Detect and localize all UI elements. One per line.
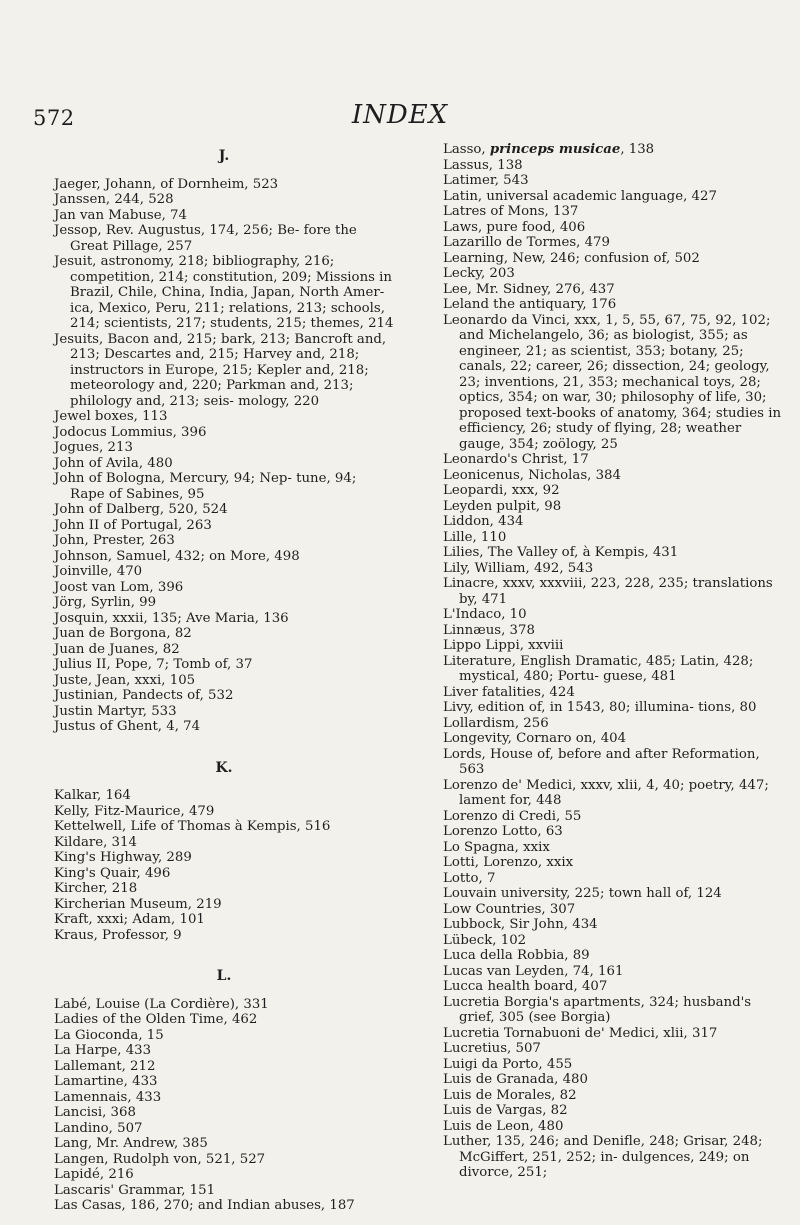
index-entry: Kelly, Fitz-Maurice, 479 [54,803,215,819]
index-entry: Linnæus, 378 [443,622,535,638]
index-entry: Jesuit, astronomy, 218; bibliography, 216; competition, 214; constitution, 209; Missions in Brazil, Chile, China, India, Japan, North Amer- ica, Mexico, Peru, 211; relations, 213; schools, 214; scientists, 217; students, 215; themes, 214 [54,254,394,331]
index-entry: Justinian, Pandects of, 532 [54,688,234,703]
index-entry: Luis de Leon, 480 [443,1118,564,1134]
index-entry: L'Indaco, 10 [443,607,527,622]
index-entry: Lorenzo Lotto, 63 [443,824,563,839]
index-section-l [54,997,394,1214]
index-entry: Lazarillo de Tormes, 479 [443,235,610,250]
index-entry: Lallemant, 212 [54,1058,156,1074]
index-entry: Leonardo's Christ, 17 [443,452,589,467]
index-entry: Leonardo da Vinci, xxx, 1, 5, 55, 67, 75, 92, 102; and Michelangelo, 36; as biologist, 355; as engineer, 21; as scientist, 353; botany, 25; canals, 22; career, 26; dissection, 24; geology, 23; inventions, 21, 353; mechanical toys, 28; optics, 354; on war, 30; philosophy of life, 30; proposed text-books of anatomy, 364; studies in efficiency, 26; study of flying, 28; weather gauge, 354; zoölogy, 25 [443,312,782,452]
index-column-right [443,142,783,1181]
index-entry: Kraus, Professor, 9 [54,927,182,943]
index-entry: Lang, Mr. Andrew, 385 [54,1136,208,1151]
index-entry: Ladies of the Olden Time, 462 [54,1012,258,1027]
index-entry: Leonicenus, Nicholas, 384 [443,467,621,483]
index-entry: Laws, pure food, 406 [443,219,586,235]
index-entry: Lucas van Leyden, 74, 161 [443,963,624,979]
index-section-k [54,788,394,943]
index-entry: Justus of Ghent, 4, 74 [54,719,201,734]
index-entry: Lassus, 138 [443,157,523,173]
index-entry: Jesuits, Bacon and, 215; bark, 213; Bancroft and, 213; Descartes and, 215; Harvey and, 218; instructors in Europe, 215; Kepler and, 218; meteorology and, 220; Parkman and, 213; philology and, 213; seis- mology, 220 [54,331,387,409]
section-letter: K. [215,759,233,776]
index-entry: Latin, universal academic language, 427 [443,188,717,204]
index-entry: Longevity, Cornaro on, 404 [443,731,627,746]
index-entry: Liver fatalities, 424 [443,684,575,700]
index-entry: Leyden pulpit, 98 [443,498,562,514]
index-entry: Liddon, 434 [443,514,524,529]
index-entry: Luis de Morales, 82 [443,1087,577,1103]
index-entry: Luca della Robbia, 89 [443,948,590,963]
index-entry: Juan de Borgona, 82 [54,626,192,641]
index-entry: Landino, 507 [54,1120,143,1136]
index-entry: Latimer, 543 [443,173,529,188]
index-entry: Lords, House of, before and after Reformation, 563 [443,746,760,777]
index-entry: Lorenzo di Credi, 55 [443,808,582,824]
index-entry: Juste, Jean, xxxi, 105 [54,672,196,688]
index-entry: John II of Portugal, 263 [54,517,212,533]
index-entry: Leland the antiquary, 176 [443,297,617,312]
index-section-j [54,177,394,735]
index-entry: Lascaris' Grammar, 151 [54,1182,216,1198]
index-entry: Low Countries, 307 [443,901,576,917]
index-entry: Leopardi, xxx, 92 [443,483,560,498]
index-entry: Luigi da Porto, 455 [443,1056,573,1072]
index-entry: Lübeck, 102 [443,932,527,948]
index-entry: Labé, Louise (La Cordière), 331 [54,996,269,1012]
index-entry: Jaeger, Johann, of Dornheim, 523 [54,176,279,192]
index-entry: John of Dalberg, 520, 524 [54,502,228,517]
index-entry: Lamartine, 433 [54,1074,158,1089]
index-entry: John of Bologna, Mercury, 94; Nep- tune, 94; Rape of Sabines, 95 [54,471,357,502]
index-entry: King's Highway, 289 [54,850,192,865]
index-entry: John, Prester, 263 [54,533,175,548]
index-entry: Langen, Rudolph von, 521, 527 [54,1151,266,1167]
index-entry: Jan van Mabuse, 74 [54,207,187,223]
index-entry: La Harpe, 433 [54,1043,152,1058]
index-entry: Luther, 135, 246; and Denifle, 248; Grisar, 248; McGiffert, 251, 252; in- dulgences, 249; on divorce, 251; [443,1134,763,1180]
index-entry: Lollardism, 256 [443,715,549,731]
index-entry: Las Casas, 186, 270; and Indian abuses, 187 [54,1198,355,1213]
index-entry: Lille, 110 [443,529,507,545]
index-entry: Literature, English Dramatic, 485; Latin, 428; mystical, 480; Portu- guese, 481 [443,653,754,684]
index-entry: Lotto, 7 [443,870,496,886]
index-entry: Lancisi, 368 [54,1105,136,1120]
index-entry: Lippo Lippi, xxviii [443,638,564,653]
index-entry: John of Avila, 480 [54,455,173,471]
index-entry: Kircherian Museum, 219 [54,896,222,912]
index-entry: Lucca health board, 407 [443,979,608,994]
index-entry: Kraft, xxxi; Adam, 101 [54,912,205,927]
index-entry: Kildare, 314 [54,834,137,850]
index-entry: Lotti, Lorenzo, xxix [443,855,574,870]
index-entry: Juan de Juanes, 82 [54,641,180,657]
index-entry: Kalkar, 164 [54,788,131,803]
index-entry: Luis de Vargas, 82 [443,1103,568,1118]
index-entry: Learning, New, 246; confusion of, 502 [443,250,700,266]
index-entry: Lucretia Borgia's apartments, 324; husband's grief, 305 (see Borgia) [443,994,752,1025]
index-entry: Louvain university, 225; town hall of, 124 [443,886,722,901]
index-entry: Lecky, 203 [443,266,515,281]
index-entry: Janssen, 244, 528 [54,192,174,207]
index-entry: Jessop, Rev. Augustus, 174, 256; Be- fore the Great Pillage, 257 [54,223,357,254]
index-column-left [54,149,394,1214]
index-entry: Lapidé, 216 [54,1167,134,1182]
index-entry: Lucretia Tornabuoni de' Medici, xlii, 317 [443,1025,718,1041]
index-entry: Johnson, Samuel, 432; on More, 498 [54,548,300,564]
index-entry: Linacre, xxxv, xxxviii, 223, 228, 235; translations by, 471 [443,576,773,607]
index-entry: Luis de Granada, 480 [443,1072,588,1087]
index-entry: Jörg, Syrlin, 99 [54,595,157,610]
index-entry: Lubbock, Sir John, 434 [443,917,598,932]
running-head: INDEX [351,100,449,130]
index-entry: Kircher, 218 [54,881,138,896]
index-entry: Lucretius, 507 [443,1041,541,1056]
index-entry: Lorenzo de' Medici, xxxv, xlii, 4, 40; poetry, 447; lament for, 448 [443,777,769,808]
page-number: 572 [33,106,75,130]
index-entry: La Gioconda, 15 [54,1027,164,1043]
index-entry: Latres of Mons, 137 [443,204,579,219]
index-entry: Lamennais, 433 [54,1089,162,1105]
section-letter: J. [218,148,230,164]
index-entry: Lee, Mr. Sidney, 276, 437 [443,281,615,297]
index-entry: Joost van Lom, 396 [54,579,184,595]
index-entry: Julius II, Pope, 7; Tomb of, 37 [54,657,253,672]
index-entry: Justin Martyr, 533 [54,703,177,719]
section-letter: L. [216,968,232,984]
index-entry: Lilies, The Valley of, à Kempis, 431 [443,545,679,560]
index-entry: Jewel boxes, 113 [54,409,168,424]
index-entry: Kettelwell, Life of Thomas à Kempis, 516 [54,819,331,834]
index-entry: Jogues, 213 [54,440,133,455]
index-entry: King's Quair, 496 [54,865,171,881]
index-entry: Livy, edition of, in 1543, 80; illumina- tions, 80 [443,700,757,715]
index-entry: Lasso, princeps musicae, 138 [443,142,655,157]
index-entry: Joinville, 470 [54,564,143,579]
index-entry: Josquin, xxxii, 135; Ave Maria, 136 [54,610,289,626]
index-entry: Lo Spagna, xxix [443,839,550,855]
index-entry: Lily, William, 492, 543 [443,560,594,576]
index-entry: Jodocus Lommius, 396 [54,424,207,440]
